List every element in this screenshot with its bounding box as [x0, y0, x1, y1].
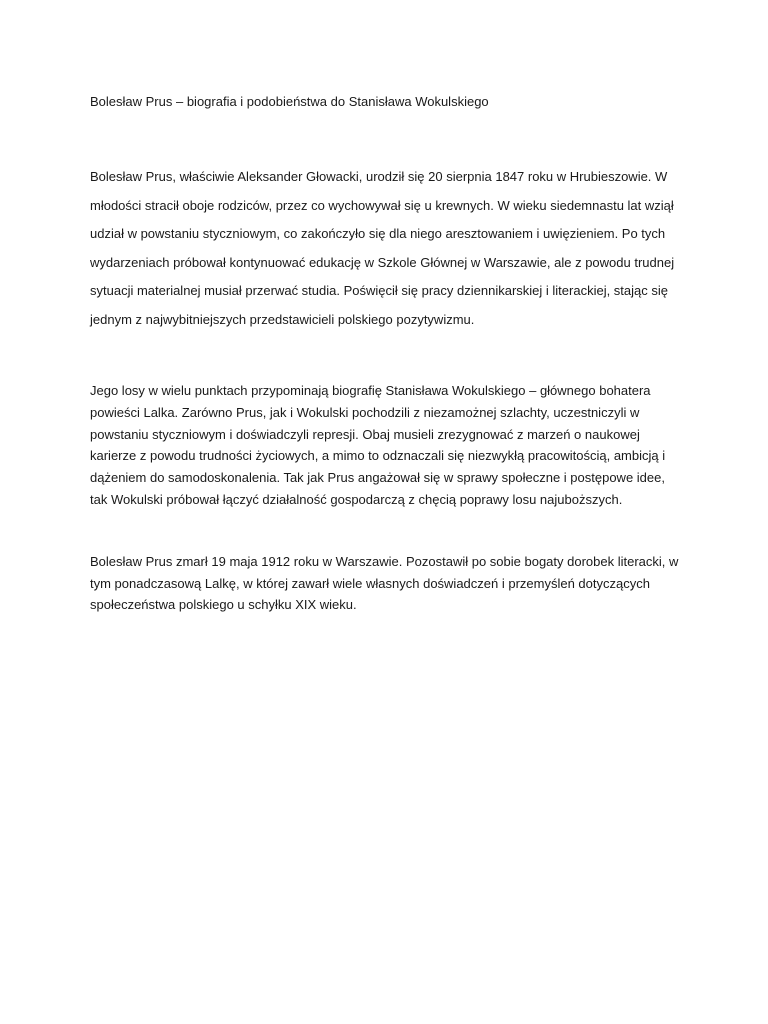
paragraph-biography: Bolesław Prus, właściwie Aleksander Głowacki, urodził się 20 sierpnia 1847 roku w Hrubieszowie. W młodości stracił oboje rodziców, przez co wychowywał się u krewnych. W wieku siedemnastu lat wziął udział w powstaniu styczniowym, co zakończyło się dla niego aresztowaniem i uwięzieniem. Po tych wydarzeniach próbował kontynuować edukację w Szkole Głównej w Warszawie, ale z powodu trudnej sytuacji materialnej musiał przerwać studia. Poświęcił się pracy dziennikarskiej i literackiej, stając się jednym z najwybitniejszych przedstawicieli polskiego pozytywizmu. — [90, 169, 675, 327]
document-title: Bolesław Prus – biografia i podobieństwa do Stanisława Wokulskiego — [90, 94, 489, 109]
paragraph-death: Bolesław Prus zmarł 19 maja 1912 roku w Warszawie. Pozostawił po sobie bogaty dorobek literacki, w tym ponadczasową Lalkę, w której zawarł wiele własnych doświadczeń i przemyśleń dotyczących społeczeństwa polskiego u schyłku XIX wieku. — [90, 553, 679, 613]
paragraph-similarities: Jego losy w wielu punktach przypominają biografię Stanisława Wokulskiego – głównego bohatera powieści Lalka. Zarówno Prus, jak i Wokulski pochodzili z niezamożnej szlachty, uczestniczyli w powstaniu styczniowym i doświadczyli represji. Obaj musieli zrezygnować z marzeń o naukowej karierze z powodu trudności życiowych, a mimo to odznaczali się niezwykłą pracowitością, ambicją i dążeniem do samodoskonalenia. Tak jak Prus angażował się w sprawy społeczne i postępowe idee, tak Wokulski próbował łączyć działalność gospodarczą z chęcią poprawy losu najuboższych. — [90, 383, 666, 507]
